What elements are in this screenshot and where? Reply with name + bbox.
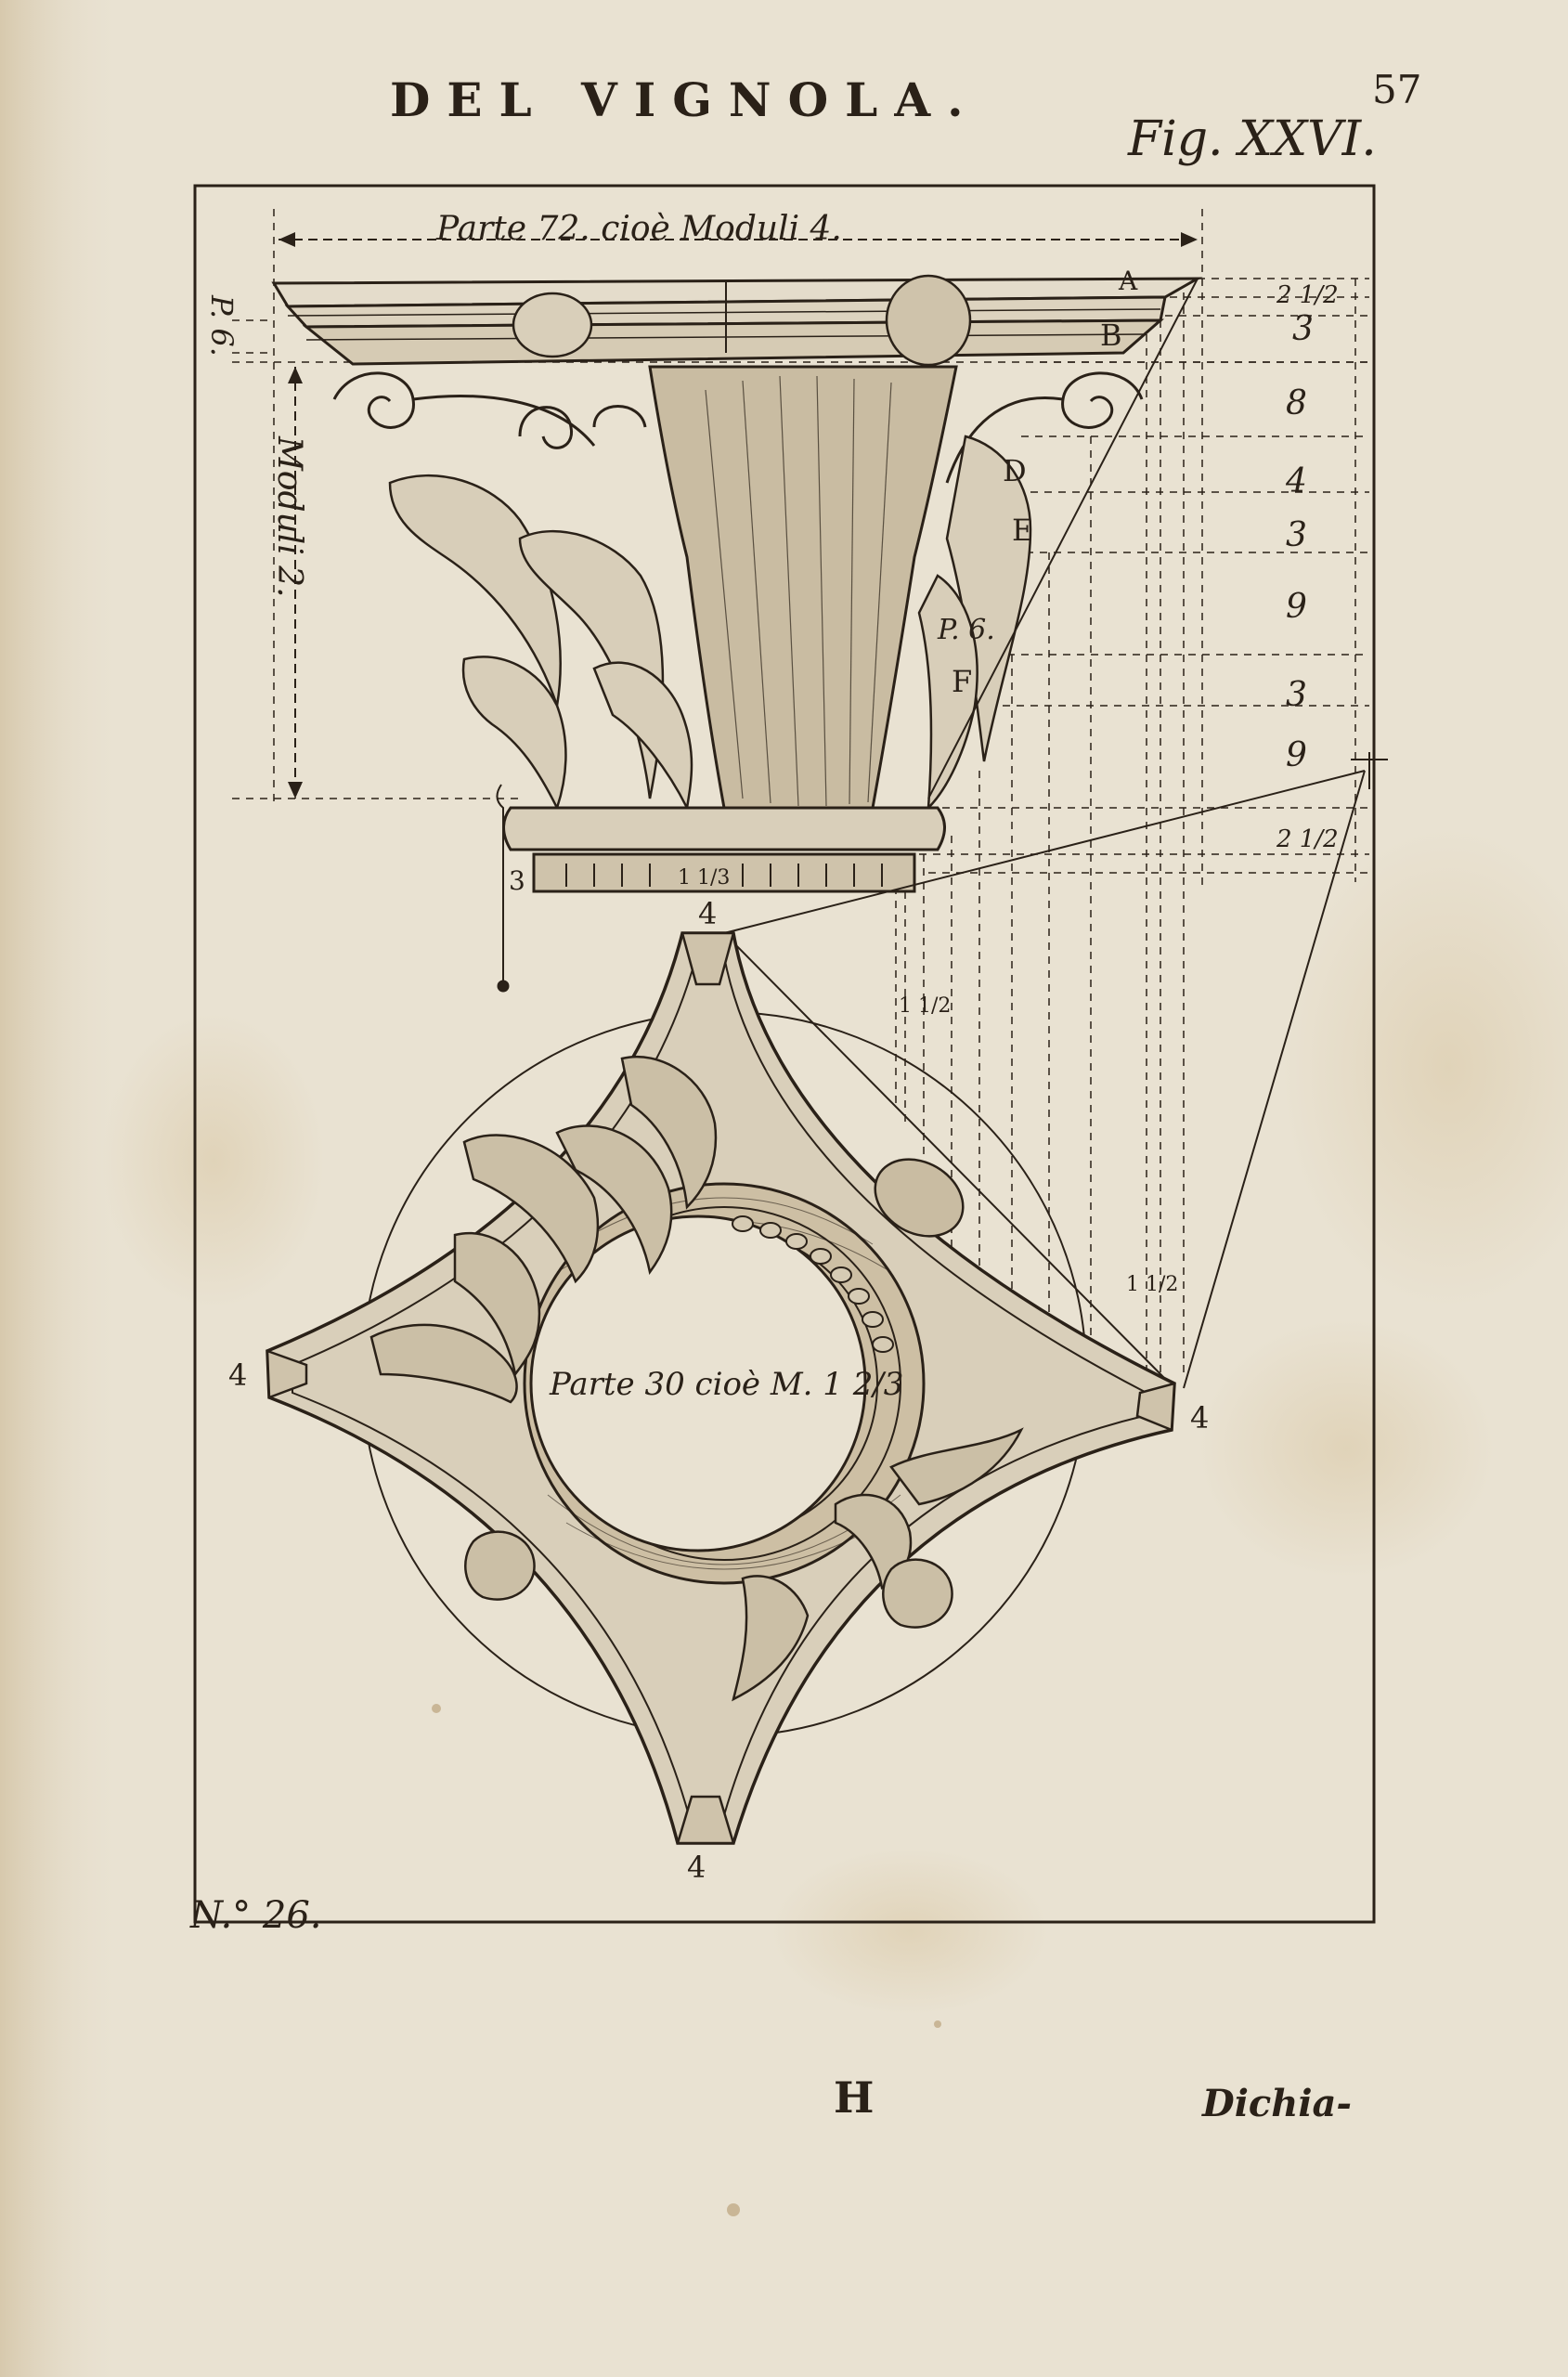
page-number: 57 (1372, 67, 1422, 112)
corner-label-top: 4 (698, 896, 718, 931)
abacus-height-label: P. 6. (204, 295, 240, 357)
side-dimension-label: Moduli 2. (270, 436, 308, 598)
corner-label-right: 4 (1190, 1400, 1210, 1435)
corner-label-left: 4 (228, 1357, 248, 1393)
scale-value: 3 (1286, 516, 1307, 554)
scale-value: 3 (1286, 676, 1307, 714)
capital-bell (650, 367, 956, 808)
base-label: 3 (509, 865, 525, 896)
scale-value: 8 (1286, 384, 1307, 422)
letter-f: F (952, 664, 973, 699)
abacus-flower (513, 293, 591, 357)
base-mid-label: 1 1/3 (678, 866, 731, 890)
scale-value: 2 1/2 (1276, 281, 1339, 309)
fraction-label: 1 1/2 (1126, 1273, 1179, 1296)
catchword: Dichia- (1202, 2082, 1353, 2125)
letter-a: A (1119, 266, 1138, 296)
capital-astragal (504, 808, 945, 850)
plate-number: N.° 26. (190, 1894, 322, 1937)
corner-label-bottom: 4 (687, 1850, 706, 1885)
scale-value: 4 (1286, 462, 1307, 500)
scale-value: 9 (1286, 736, 1307, 774)
running-head: DEL VIGNOLA. (390, 72, 980, 127)
scale-value: 3 (1292, 310, 1314, 348)
top-dimension-label: Parte 72. cioè Moduli 4. (436, 210, 842, 248)
letter-b: B (1100, 318, 1122, 353)
inner-label: P. 6. (938, 614, 995, 646)
letter-e: E (1012, 513, 1034, 548)
figure-label: Fig. XXVI. (1128, 111, 1377, 167)
signature-mark: H (834, 2072, 875, 2123)
scale-value: 9 (1286, 588, 1307, 626)
fraction-label: 1 1/2 (899, 994, 952, 1018)
center-dimension-label: Parte 30 cioè M. 1 2/3 (550, 1366, 904, 1403)
right-scale (1276, 281, 1339, 853)
letter-d: D (1003, 453, 1027, 488)
scale-value: 2 1/2 (1276, 825, 1339, 853)
capital-abacus (274, 279, 1198, 364)
